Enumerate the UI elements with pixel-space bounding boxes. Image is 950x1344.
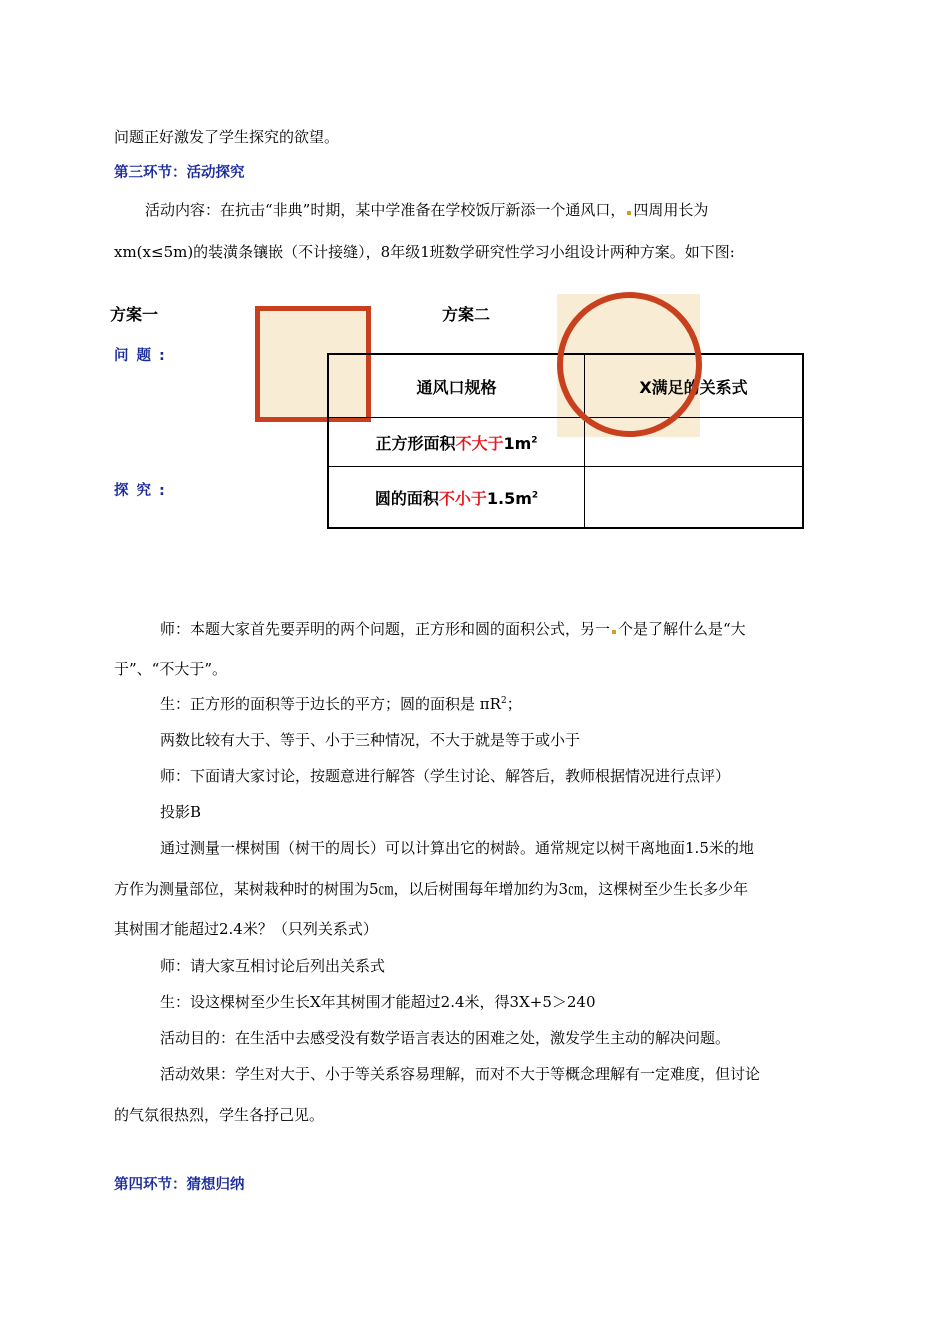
- p1a: 师：本题大家首先要弄明的两个问题，正方形和圆的面积公式，另一: [160, 620, 611, 638]
- paragraph-tree-2: 方作为测量部位，某树栽种时的树围为5㎝，以后树围每年增加约为3㎝，这棵树至少生长多少年: [114, 880, 749, 898]
- marker-dot-icon: [627, 211, 631, 215]
- paragraph-tree-1: 通过测量一棵树围（树干的周长）可以计算出它的树龄。通常规定以树干离地面1.5米的地: [160, 839, 754, 857]
- row1-sup: 2: [531, 435, 538, 446]
- p2-end: ；: [506, 695, 522, 713]
- row1-suffix: 1m: [503, 433, 532, 453]
- plan2-label: 方案二: [442, 305, 491, 324]
- area-formula: πR: [479, 695, 501, 713]
- formula-sup: 2: [500, 696, 507, 706]
- row2-suffix: 1.5m: [486, 488, 532, 508]
- p1b: 个是了解什么是“大: [618, 620, 746, 638]
- intro-line: 问题正好激发了学生探究的欲望。: [114, 128, 340, 146]
- table-cell-circle-relation: [585, 467, 804, 529]
- row2-sup: 2: [531, 490, 539, 501]
- paragraph-projection: 投影B: [160, 803, 202, 821]
- paragraph-effect-2: 的气氛很热烈，学生各抒己见。: [114, 1106, 325, 1124]
- row2-emphasis: 不小于: [438, 488, 487, 508]
- row2-prefix: 圆的面积: [374, 488, 439, 508]
- row1-emphasis: 不大于: [455, 433, 504, 453]
- paragraph-student-2: 生：设这棵树至少生长X年其树围才能超过2.4米，得3X+5＞240: [160, 993, 596, 1011]
- table-header-spec: 通风口规格: [328, 354, 585, 418]
- question-label: 问题:: [114, 348, 173, 364]
- paragraph-student-1: [160, 694, 522, 714]
- paragraph-effect-1: 活动效果：学生对大于、小于等关系容易理解，而对不大于等概念理解有一定难度，但讨论: [160, 1065, 761, 1083]
- circle-vent-shape: [557, 292, 702, 437]
- table-row: [328, 418, 803, 467]
- activity-line-1: [145, 200, 708, 220]
- section4-heading: 第四环节：猜想归纳: [114, 1177, 245, 1193]
- paragraph-teacher-2: 师：下面请大家讨论，按题意进行解答（学生讨论、解答后，教师根据情况进行点评）: [160, 767, 731, 785]
- table-row: [328, 467, 803, 529]
- section3-heading: 第三环节：活动探究: [114, 165, 245, 181]
- paragraph-teacher-1-cont: 于”、“不大于”。: [114, 660, 228, 678]
- table-cell-square: [328, 418, 585, 467]
- activity-line-1a: 活动内容：在抗击“非典”时期，某中学准备在学校饭厅新添一个通风口，: [145, 201, 626, 219]
- paragraph-teacher-3: 师：请大家互相讨论后列出关系式: [160, 957, 386, 975]
- table-header-relation: X满足的关系式: [585, 354, 804, 418]
- paragraph-tree-3: 其树围才能超过2.4米？（只列关系式）: [114, 920, 378, 938]
- plan1-label: 方案一: [110, 305, 159, 324]
- p2: 生：正方形的面积等于边长的平方；圆的面积是: [160, 695, 476, 713]
- activity-line-1b: 四周用长为: [633, 201, 709, 219]
- table-cell-circle: [328, 467, 585, 529]
- paragraph-purpose: 活动目的：在生活中去感受没有数学语言表达的困难之处，激发学生主动的解决问题。: [160, 1029, 731, 1047]
- paragraph-teacher-1: [160, 619, 746, 639]
- explore-label: 探究:: [114, 483, 173, 499]
- activity-line-2: xm(x≤5m)的装潢条镶嵌（不计接缝），8年级1班数学研究性学习小组设计两种方案。如下图:: [114, 243, 735, 261]
- paragraph-compare: 两数比较有大于、等于、小于三种情况，不大于就是等于或小于: [160, 731, 581, 749]
- row1-prefix: 正方形面积: [375, 433, 456, 453]
- marker-dot-icon: [612, 630, 616, 634]
